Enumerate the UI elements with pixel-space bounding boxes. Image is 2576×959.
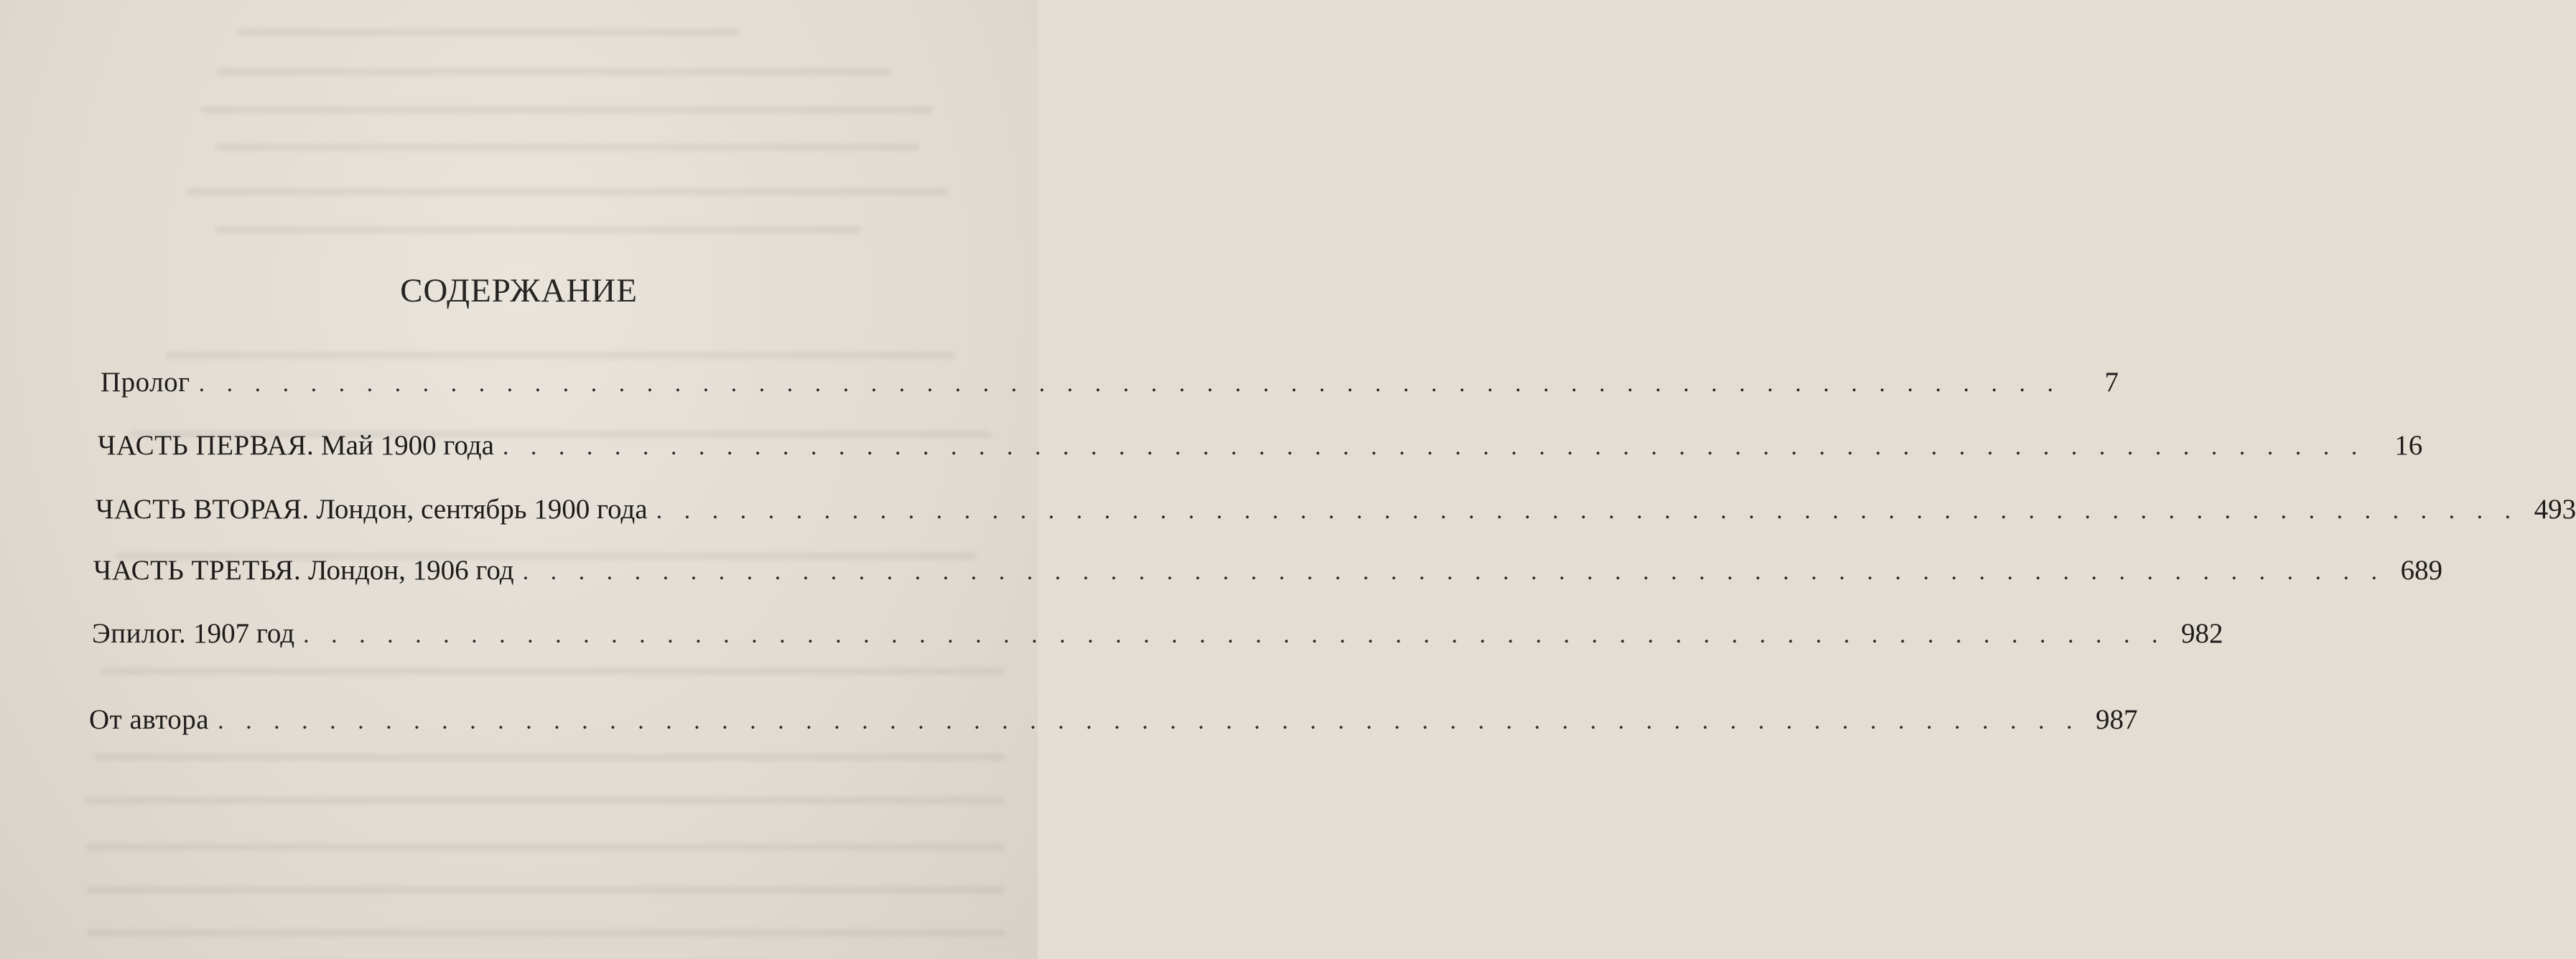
toc-entry-part-two	[96, 493, 2576, 525]
bleed-through-line	[165, 352, 955, 359]
bleed-through-line	[86, 843, 1005, 851]
bleed-through-line	[237, 29, 740, 36]
dot-leader: . . . . . . . . . . . . . . . . . . . . . . . . . . . . . . . . . . . . . . . . . . . . . . . . . . . . . . . . . . . . . . . . . . .	[656, 497, 2519, 524]
dot-leader: . . . . . . . . . . . . . . . . . . . . . . . . . . . . . . . . . . . . . . . . . . . . . . . . . . . . . . . . . . . . . . . . . . .	[303, 622, 2166, 648]
toc-page-number: 982	[2181, 618, 2223, 649]
bleed-through-line	[201, 106, 934, 113]
toc-entry-label: ЧАСТЬ ВТОРАЯ. Лондон, сентябрь 1900 года	[96, 494, 648, 525]
bleed-through-line	[93, 754, 1005, 761]
dot-leader: . . . . . . . . . . . . . . . . . . . . . . . . . . . . . . . . . . . . . . . . . . . . . . . . . . . . . . . . . . . . . . . . . . .	[522, 558, 2386, 585]
dot-leader: . . . . . . . . . . . . . . . . . . . . . . . . . . . . . . . . . . . . . . . . . . . . . . . . . . . . . . . . . . . . . . . . . . .	[218, 708, 2080, 734]
toc-entry-label: ЧАСТЬ ТРЕТЬЯ. Лондон, 1906 год	[93, 555, 514, 586]
bleed-through-line	[215, 226, 862, 233]
toc-page-number: 7	[2104, 367, 2119, 398]
toc-entry-from-author	[89, 703, 2138, 736]
toc-entry-label: Эпилог. 1907 год	[92, 618, 295, 649]
bleed-through-line	[187, 188, 948, 195]
bleed-through-line	[101, 668, 1005, 675]
toc-page-number: 689	[2400, 555, 2443, 586]
bleed-through-line	[86, 797, 1005, 804]
dot-leader: . . . . . . . . . . . . . . . . . . . . . . . . . . . . . . . . . . . . . . . . . . . . . . . . . . . . . . . . . . . . . . . . . . .	[198, 370, 2062, 397]
toc-entry-prologue	[101, 366, 2119, 398]
toc-entry-label: От автора	[89, 704, 210, 735]
bleed-through-line	[215, 68, 891, 75]
page-title: СОДЕРЖАНИЕ	[400, 272, 638, 309]
toc-entry-part-three	[93, 554, 2443, 586]
toc-entry-label: Пролог	[101, 367, 190, 398]
toc-page-number: 493	[2534, 494, 2576, 525]
bleed-through-line	[86, 887, 1005, 894]
toc-entry-epilogue	[92, 617, 2223, 650]
dot-leader: . . . . . . . . . . . . . . . . . . . . . . . . . . . . . . . . . . . . . . . . . . . . . . . . . . . . . . . . . . . . . . . . . . .	[502, 434, 2366, 460]
bleed-through-line	[215, 144, 919, 151]
toc-page-number: 987	[2096, 704, 2138, 735]
toc-entry-label: ЧАСТЬ ПЕРВАЯ. Май 1900 года	[98, 430, 494, 461]
bleed-through-line	[86, 930, 1005, 937]
toc-entry-part-one	[98, 429, 2423, 462]
toc-page-number: 16	[2394, 430, 2423, 461]
